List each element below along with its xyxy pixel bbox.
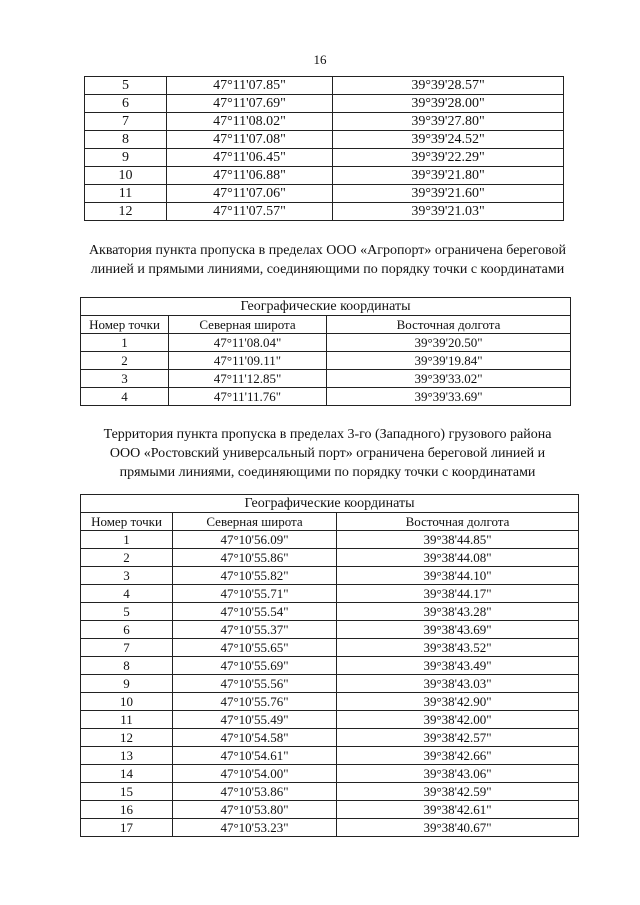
table-row [81,388,571,406]
cell-longitude: 39°39'28.00" [333,95,564,113]
table-row [81,549,579,567]
cell-latitude: 47°10'54.00" [173,765,337,783]
table-row [85,185,564,203]
table-body [81,531,579,837]
cell-longitude: 39°39'22.29" [333,149,564,167]
agroport-coordinates-table [80,297,571,406]
cell-latitude: 47°10'55.69" [173,657,337,675]
table-row [81,657,579,675]
table-row [81,801,579,819]
table-row [81,567,579,585]
cell-longitude: 39°38'44.85" [337,531,579,549]
table-group-header-row [81,298,571,316]
cell-point-number: 4 [81,388,169,406]
cell-longitude: 39°38'43.52" [337,639,579,657]
cell-latitude: 47°10'55.71" [173,585,337,603]
table-row [85,203,564,221]
cell-latitude: 47°11'12.85" [169,370,327,388]
table-row [81,729,579,747]
cell-latitude: 47°10'55.65" [173,639,337,657]
cell-point-number: 7 [85,113,167,131]
table-row [81,675,579,693]
group-header-cell: Географические координаты [81,495,579,513]
cell-latitude: 47°11'07.57" [167,203,333,221]
cell-latitude: 47°11'09.11" [169,352,327,370]
cell-point-number: 11 [81,711,173,729]
cell-point-number: 13 [81,747,173,765]
table-body [85,77,564,221]
cell-longitude: 39°39'24.52" [333,131,564,149]
cell-longitude: 39°39'19.84" [327,352,571,370]
cell-longitude: 39°39'21.03" [333,203,564,221]
table-row [81,693,579,711]
paragraph-line: Территория пункта пропуска в пределах 3-го (Западного) грузового района [103,427,552,442]
cell-point-number: 8 [85,131,167,149]
table-row [81,639,579,657]
cell-point-number: 15 [81,783,173,801]
table-row [85,167,564,185]
group-header-cell: Географические координаты [81,298,571,316]
cell-point-number: 11 [85,185,167,203]
cell-point-number: 1 [81,334,169,352]
cell-point-number: 2 [81,549,173,567]
cell-longitude: 39°38'42.90" [337,693,579,711]
cell-point-number: 3 [81,370,169,388]
header-point-number: Номер точки [81,316,169,334]
header-latitude: Северная широта [173,513,337,531]
header-point-number: Номер точки [81,513,173,531]
cell-longitude: 39°39'28.57" [333,77,564,95]
cell-latitude: 47°11'06.88" [167,167,333,185]
cell-point-number: 1 [81,531,173,549]
paragraph-line: Акватория пункта пропуска в пределах ООО «Агропорт» ограничена береговой [88,243,567,258]
cell-latitude: 47°10'55.86" [173,549,337,567]
cell-longitude: 39°38'44.17" [337,585,579,603]
cell-point-number: 9 [81,675,173,693]
cell-longitude: 39°38'43.49" [337,657,579,675]
cell-longitude: 39°38'43.28" [337,603,579,621]
cell-longitude: 39°39'20.50" [327,334,571,352]
header-latitude: Северная широта [169,316,327,334]
cell-latitude: 47°10'55.76" [173,693,337,711]
paragraph-line: ООО «Ростовский универсальный порт» ограничена береговой линией и [109,446,546,461]
cell-latitude: 47°10'56.09" [173,531,337,549]
table-row [81,352,571,370]
cell-longitude: 39°39'33.02" [327,370,571,388]
cell-latitude: 47°10'55.49" [173,711,337,729]
cell-latitude: 47°10'53.23" [173,819,337,837]
cell-point-number: 5 [81,603,173,621]
table-row [81,765,579,783]
table-row [81,819,579,837]
table-row [81,585,579,603]
cell-point-number: 5 [85,77,167,95]
cell-point-number: 12 [81,729,173,747]
table-row [85,95,564,113]
cell-longitude: 39°38'42.00" [337,711,579,729]
coordinates-table-continued [84,76,564,221]
cell-latitude: 47°11'08.04" [169,334,327,352]
cell-point-number: 12 [85,203,167,221]
cell-longitude: 39°38'43.03" [337,675,579,693]
cell-point-number: 6 [81,621,173,639]
table-row [81,783,579,801]
cell-latitude: 47°10'55.54" [173,603,337,621]
cell-latitude: 47°11'11.76" [169,388,327,406]
cell-point-number: 7 [81,639,173,657]
cell-longitude: 39°38'42.59" [337,783,579,801]
cell-latitude: 47°10'53.86" [173,783,337,801]
cell-point-number: 6 [85,95,167,113]
cell-latitude: 47°10'55.37" [173,621,337,639]
page-number: 16 [313,52,327,67]
cell-longitude: 39°39'33.69" [327,388,571,406]
cell-latitude: 47°10'54.58" [173,729,337,747]
table-group-header-row [81,495,579,513]
cell-latitude: 47°11'07.06" [167,185,333,203]
table-row [81,334,571,352]
cell-longitude: 39°38'42.66" [337,747,579,765]
table-row [85,149,564,167]
cell-longitude: 39°39'21.60" [333,185,564,203]
cell-latitude: 47°10'53.80" [173,801,337,819]
cell-point-number: 9 [85,149,167,167]
rostov-port-coordinates-table [80,494,579,837]
cell-point-number: 3 [81,567,173,585]
cell-point-number: 14 [81,765,173,783]
table-row [81,370,571,388]
cell-longitude: 39°39'21.80" [333,167,564,185]
cell-longitude: 39°38'43.06" [337,765,579,783]
cell-longitude: 39°38'40.67" [337,819,579,837]
cell-longitude: 39°38'43.69" [337,621,579,639]
cell-point-number: 10 [85,167,167,185]
cell-longitude: 39°38'44.10" [337,567,579,585]
cell-point-number: 10 [81,693,173,711]
header-longitude: Восточная долгота [327,316,571,334]
cell-point-number: 8 [81,657,173,675]
cell-point-number: 4 [81,585,173,603]
cell-latitude: 47°10'55.82" [173,567,337,585]
cell-latitude: 47°11'06.45" [167,149,333,167]
cell-latitude: 47°11'08.02" [167,113,333,131]
cell-point-number: 16 [81,801,173,819]
table-row [81,531,579,549]
table-row [81,621,579,639]
table-row [85,113,564,131]
cell-longitude: 39°38'42.57" [337,729,579,747]
paragraph-line: линией и прямыми линиями, соединяющими по порядку точки с координатами [90,262,565,277]
cell-point-number: 2 [81,352,169,370]
cell-longitude: 39°39'27.80" [333,113,564,131]
table-row [85,77,564,95]
paragraph-line: прямыми линиями, соединяющими по порядку точки с координатами [119,465,536,480]
cell-longitude: 39°38'42.61" [337,801,579,819]
table-row [81,603,579,621]
cell-latitude: 47°10'54.61" [173,747,337,765]
cell-latitude: 47°11'07.69" [167,95,333,113]
cell-longitude: 39°38'44.08" [337,549,579,567]
table-row [81,711,579,729]
cell-latitude: 47°11'07.85" [167,77,333,95]
cell-latitude: 47°10'55.56" [173,675,337,693]
agroport-aquatory-paragraph [70,241,585,279]
header-longitude: Восточная долгота [337,513,579,531]
table-header-row [81,316,571,334]
rostov-port-territory-paragraph [70,425,585,482]
table-row [85,131,564,149]
table-body [81,334,571,406]
table-row [81,747,579,765]
cell-point-number: 17 [81,819,173,837]
cell-latitude: 47°11'07.08" [167,131,333,149]
table-header-row [81,513,579,531]
